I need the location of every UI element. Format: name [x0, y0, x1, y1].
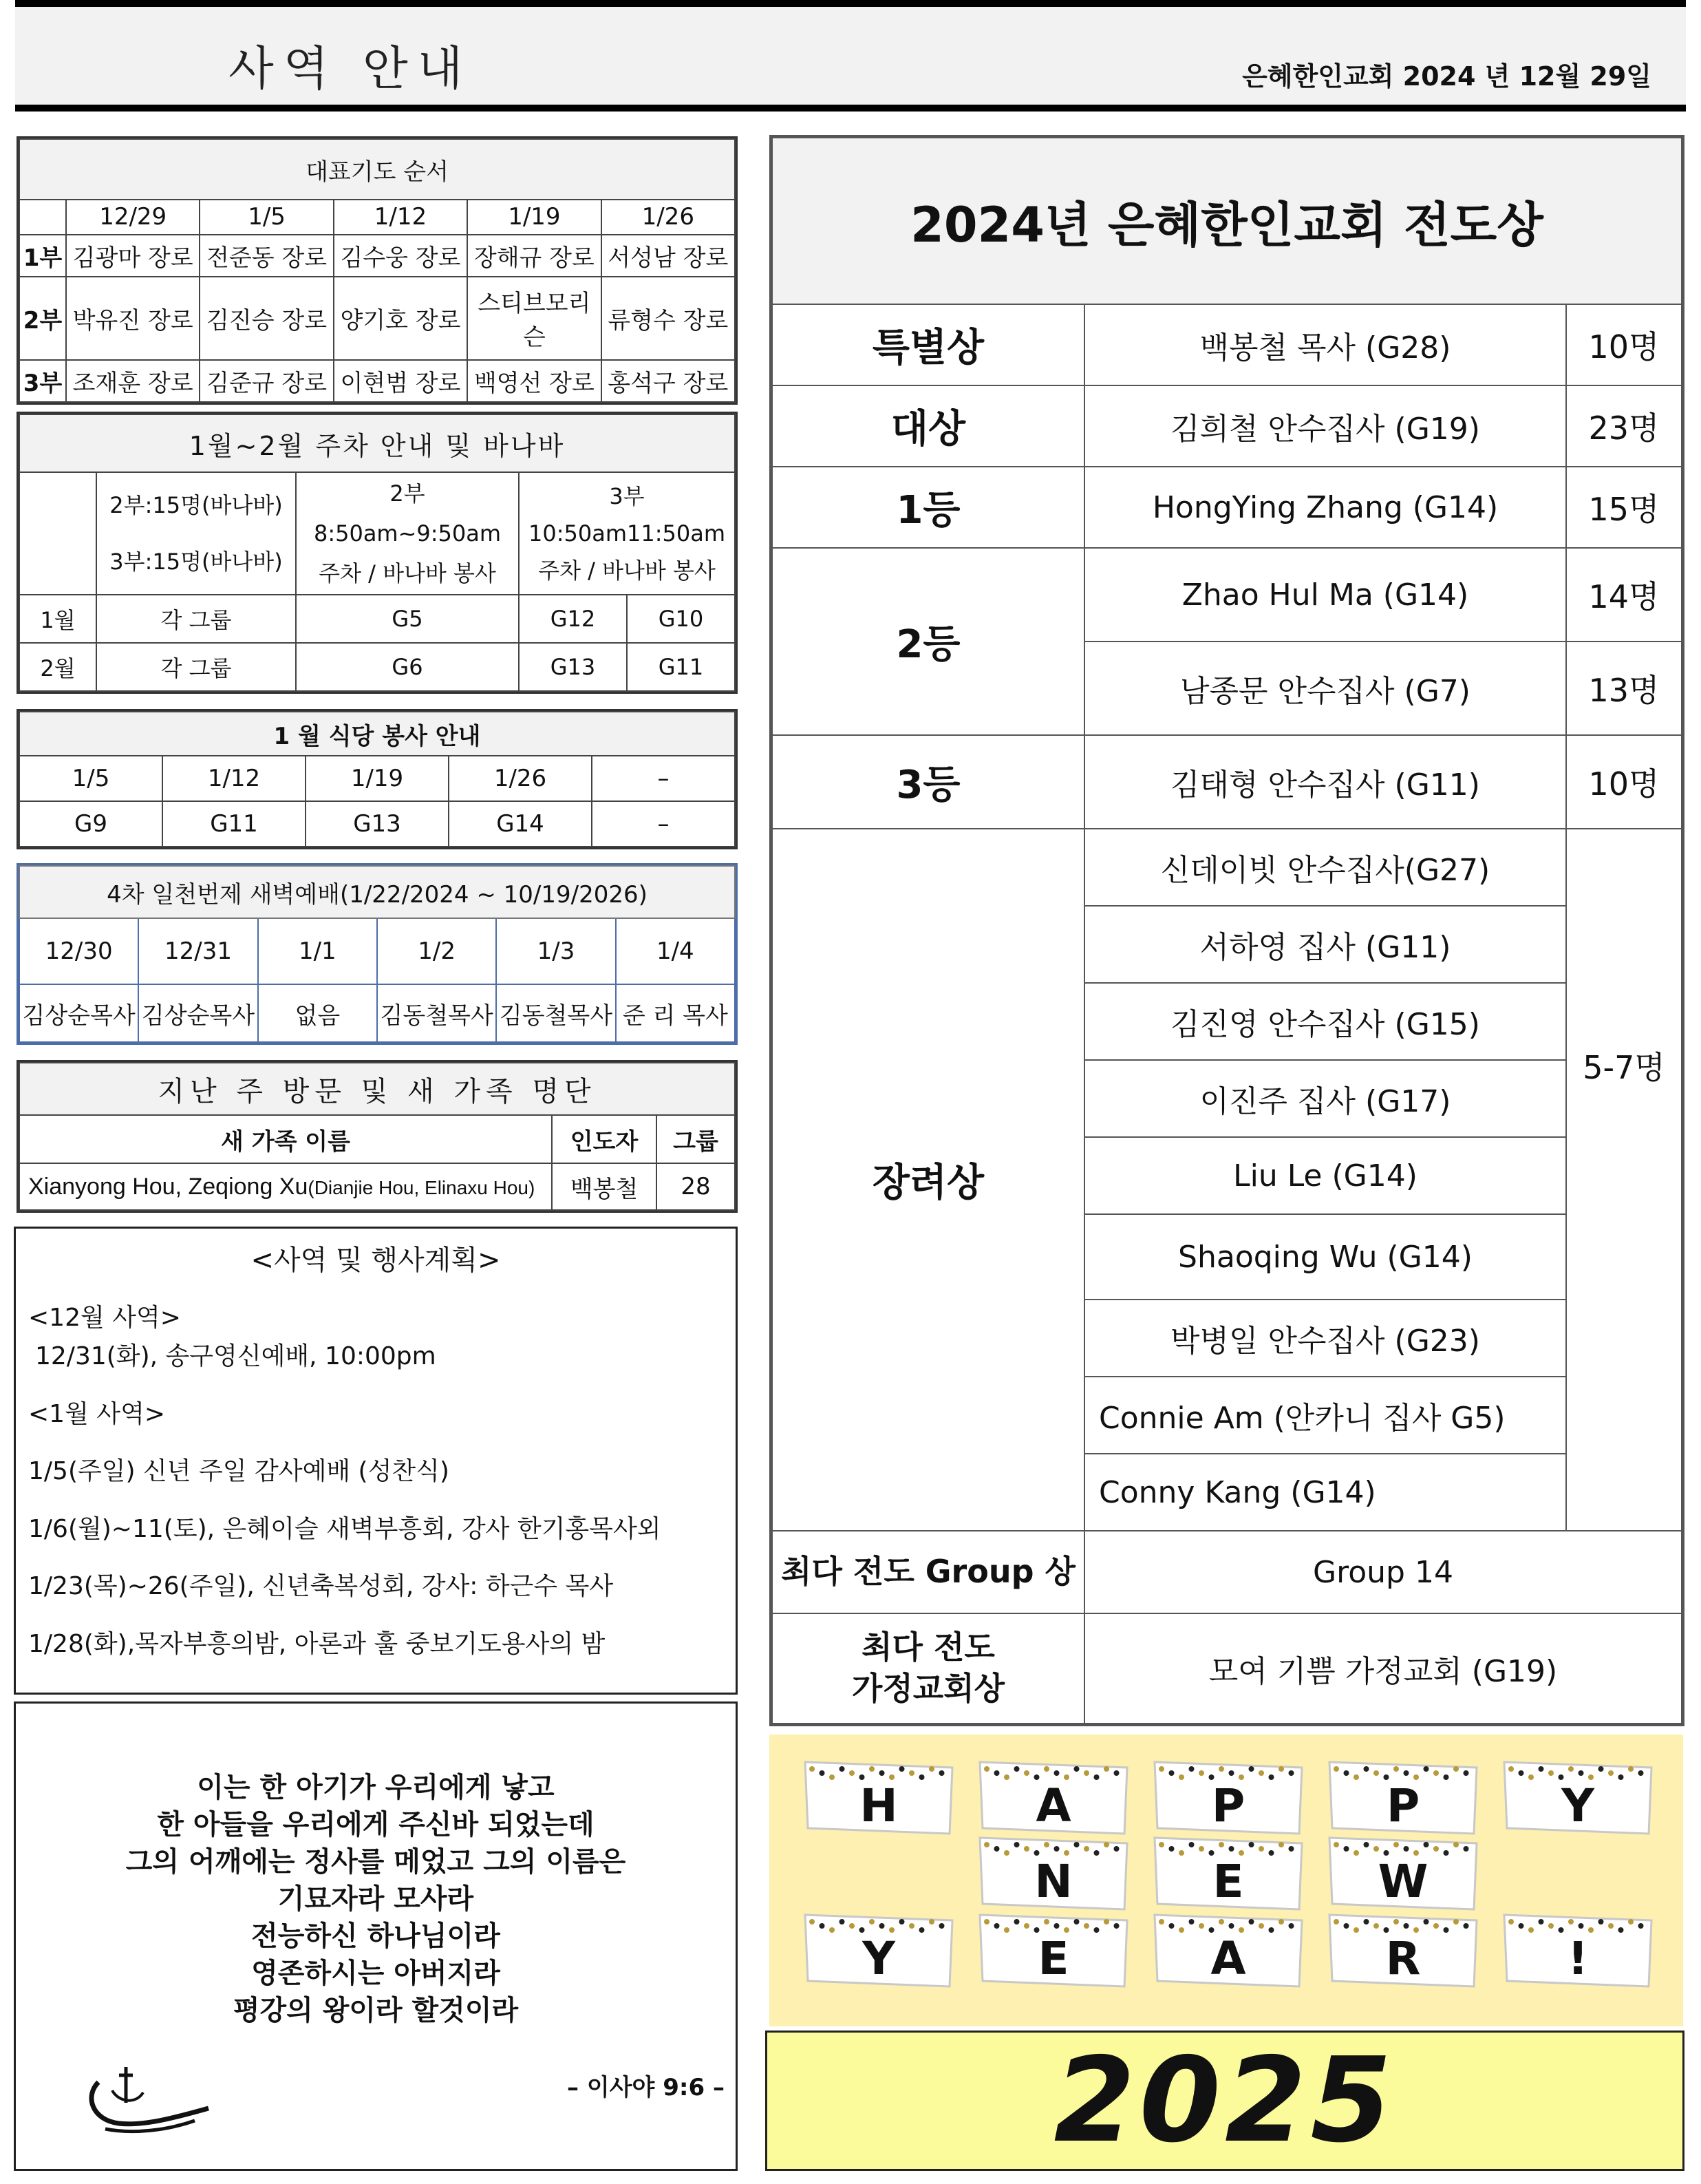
awards-title: 2024년 은혜한인교회 전도상 [772, 138, 1682, 304]
prayer-title: 대표기도 순서 [19, 139, 735, 200]
group-cell: G11 [627, 643, 735, 691]
award-category: 1등 [772, 467, 1084, 548]
december-title: <12월 사역> [28, 1304, 181, 1332]
new-family-name [19, 1163, 552, 1210]
award-category: 특별상 [772, 304, 1084, 385]
banner-letter: H [859, 1779, 898, 1832]
page-title: 사역 안내 [228, 42, 473, 96]
cafeteria-table [17, 709, 738, 849]
prayer-date: 12/29 [66, 200, 200, 235]
table-row [772, 304, 1682, 385]
banner-flag [1504, 1915, 1651, 1986]
table-row [19, 1163, 735, 1210]
header-rule [15, 105, 1686, 112]
dawn-title: 4차 일천번제 새벽예배(1/22/2024 ~ 10/19/2026) [19, 866, 735, 918]
banner-letter: P [1211, 1779, 1245, 1832]
award-winner: 이진주 집사 (G17) [1084, 1060, 1566, 1137]
award-winner: Zhao Hul Ma (G14) [1084, 548, 1566, 642]
table-row [19, 595, 735, 643]
banner-letter: A [1036, 1779, 1071, 1832]
cafe-date: 1/5 [19, 756, 162, 801]
empty-cell [19, 472, 96, 595]
category-line: 최다 전도 [862, 1629, 995, 1666]
col-guide: 인도자 [552, 1115, 656, 1163]
january-item: 1/6(월)~11(토), 은혜이슬 새벽부흥회, 강사 한기홍목사외 [28, 1514, 661, 1543]
category-line: 가정교회상 [851, 1670, 1005, 1707]
prayer-name: 조재훈 장로 [66, 360, 200, 402]
happy-new-year-banner [769, 1735, 1683, 2026]
banner-flag [980, 1762, 1127, 1834]
parking-table [17, 412, 738, 694]
prayer-name: 김수웅 장로 [334, 235, 467, 277]
prayer-name: 양기호 장로 [334, 277, 467, 359]
award-category [772, 1613, 1084, 1724]
verse-line: 영존하시는 아버지라 [251, 1958, 500, 1989]
quota-line: 3부:15명(바나바) [109, 549, 283, 575]
dawn-date: 1/4 [616, 918, 735, 984]
prayer-name: 김광마 장로 [66, 235, 200, 277]
prayer-name: 스티브모리슨 [467, 277, 601, 359]
award-winner: 박병일 안수집사 (G23) [1084, 1300, 1566, 1377]
prayer-name: 장해규 장로 [467, 235, 601, 277]
banner-letter: N [1034, 1855, 1073, 1908]
december-item: 12/31(화), 송구영신예배, 10:00pm [35, 1342, 436, 1370]
award-category: 최다 전도 Group 상 [772, 1531, 1084, 1613]
prayer-name: 백영선 장로 [467, 360, 601, 402]
award-winner: Connie Am (안카니 집사 G5) [1084, 1377, 1566, 1454]
group-cell: 각 그룹 [96, 643, 296, 691]
cafe-date: 1/19 [306, 756, 449, 801]
service-duty: 주차 / 바나바 봉사 [319, 560, 496, 586]
banner-letter: Y [1561, 1779, 1594, 1832]
january-item: 1/23(목)~26(주일), 신년축복성회, 강사: 하근수 목사 [28, 1572, 614, 1601]
cafe-group: G14 [449, 801, 592, 847]
banner-flag [1329, 1838, 1477, 1909]
prayer-name: 박유진 장로 [66, 277, 200, 359]
award-winner: 모여 기쁨 가정교회 (G19) [1084, 1613, 1682, 1724]
group-cell: G10 [627, 595, 735, 643]
family-extra: (Dianjie Hou, Elinaxu Hou) [308, 1176, 535, 1198]
dawn-date: 12/31 [138, 918, 257, 984]
table-row [19, 235, 735, 277]
parking-quota [96, 472, 296, 595]
award-winner: 서하영 집사 (G11) [1084, 906, 1566, 983]
banner-letter: R [1385, 1932, 1421, 1985]
award-category: 3등 [772, 735, 1084, 829]
award-winner: Conny Kang (G14) [1084, 1454, 1566, 1531]
banner-flag [805, 1762, 952, 1834]
scripture-box [14, 1701, 738, 2171]
table-row [772, 735, 1682, 829]
prayer-name: 홍석구 장로 [601, 360, 735, 402]
month-label: 1월 [19, 595, 96, 643]
verse-line: 기묘자라 모사라 [277, 1883, 474, 1915]
table-row [772, 1613, 1682, 1724]
cafe-date: 1/26 [449, 756, 592, 801]
dawn-date: 1/3 [496, 918, 615, 984]
verse-line: 평강의 왕이라 할것이라 [233, 1995, 519, 2026]
group-number: 28 [656, 1163, 735, 1210]
group-cell: 각 그룹 [96, 595, 296, 643]
dawn-leader: 없음 [258, 984, 377, 1042]
table-row [772, 829, 1682, 906]
church-date: 은혜한인교회 2024 년 12월 29일 [1242, 61, 1651, 92]
banner-letter: E [1038, 1932, 1069, 1985]
banner-letter: Y [862, 1932, 895, 1985]
month-label: 2월 [19, 643, 96, 691]
award-category: 2등 [772, 548, 1084, 735]
evangelism-awards-table [769, 135, 1684, 1726]
award-winner: 김태형 안수집사 (G11) [1084, 735, 1566, 829]
verse-line: 그의 어깨에는 정사를 메었고 그의 이름은 [125, 1846, 626, 1878]
banner-flag [1504, 1762, 1651, 1834]
prayer-date: 1/12 [334, 200, 467, 235]
banner-flag [1329, 1915, 1477, 1986]
service-line: 2부 [389, 480, 425, 507]
group-cell: G5 [296, 595, 519, 643]
award-category: 장려상 [772, 829, 1084, 1531]
prayer-name: 김준규 장로 [200, 360, 333, 402]
group-cell: G12 [519, 595, 627, 643]
service-line: 3부 [609, 483, 645, 509]
dawn-leader: 김상순목사 [19, 984, 138, 1042]
guide-name: 백봉철 [552, 1163, 656, 1210]
banner-flag [1329, 1762, 1477, 1834]
banner-letter: E [1212, 1855, 1244, 1908]
parking-title: 1월~2월 주차 안내 및 바나바 [19, 414, 735, 472]
award-count: 15명 [1566, 467, 1682, 548]
service-duty: 주차 / 바나바 봉사 [538, 558, 716, 584]
prayer-date: 1/5 [200, 200, 333, 235]
cafe-group: G13 [306, 801, 449, 847]
schedule-title: <사역 및 행사계획> [250, 1244, 501, 1276]
prayer-name: 전준동 장로 [200, 235, 333, 277]
parking-2nd-service [296, 472, 519, 595]
service-time: 8:50am~9:50am [313, 520, 502, 547]
january-item: 1/5(주일) 신년 주일 감사예배 (성찬식) [28, 1457, 449, 1486]
prayer-date: 1/26 [601, 200, 735, 235]
table-row [772, 548, 1682, 642]
church-logo-icon [78, 2055, 215, 2144]
cafe-group: G11 [162, 801, 306, 847]
award-count: 10명 [1566, 304, 1682, 385]
group-cell: G13 [519, 643, 627, 691]
award-winner: Group 14 [1084, 1531, 1682, 1613]
award-count: 14명 [1566, 548, 1682, 642]
banner-flag [1155, 1762, 1302, 1834]
award-winner: Liu Le (G14) [1084, 1137, 1566, 1214]
new-year-number: 2025 [1053, 2033, 1396, 2169]
dawn-date: 12/30 [19, 918, 138, 984]
cafe-group: – [592, 801, 735, 847]
prayer-name: 류형수 장로 [601, 277, 735, 359]
table-row [19, 360, 735, 402]
table-row [19, 643, 735, 691]
banner-letter: ! [1567, 1932, 1589, 1985]
ministry-schedule [14, 1227, 738, 1695]
quota-line: 2부:15명(바나바) [109, 492, 283, 518]
award-count: 23명 [1566, 385, 1682, 467]
parking-3rd-service [519, 472, 735, 595]
award-count: 10명 [1566, 735, 1682, 829]
banner-flag [980, 1915, 1127, 1986]
award-winner: HongYing Zhang (G14) [1084, 467, 1566, 548]
visitors-title: 지난 주 방문 및 새 가족 명단 [19, 1063, 735, 1115]
dawn-leader: 김동철목사 [377, 984, 496, 1042]
verse-line: 한 아들을 우리에게 주신바 되었는데 [157, 1809, 595, 1841]
service-label: 3부 [19, 360, 66, 402]
dawn-leader: 김상순목사 [138, 984, 257, 1042]
cafe-title: 1 월 식당 봉사 안내 [19, 712, 735, 756]
table-row [772, 1531, 1682, 1613]
award-count: 13명 [1566, 642, 1682, 735]
dawn-date: 1/1 [258, 918, 377, 984]
service-label: 2부 [19, 277, 66, 359]
banner-flag [805, 1915, 952, 1986]
visitors-table [17, 1060, 738, 1213]
top-rule [15, 0, 1686, 7]
cafe-date: 1/12 [162, 756, 306, 801]
header-band [15, 7, 1686, 105]
prayer-name: 서성남 장로 [601, 235, 735, 277]
col-group: 그룹 [656, 1115, 735, 1163]
banner-letter: P [1386, 1779, 1420, 1832]
banner-letter: W [1378, 1855, 1429, 1908]
table-row [19, 277, 735, 359]
group-cell: G6 [296, 643, 519, 691]
banner-letter: A [1210, 1932, 1246, 1985]
award-winner: Shaoqing Wu (G14) [1084, 1214, 1566, 1300]
award-winner: 김희철 안수집사 (G19) [1084, 385, 1566, 467]
empty-cell [19, 200, 66, 235]
family-main: Xianyong Hou, Zeqiong Xu [28, 1173, 308, 1200]
january-title: <1월 사역> [28, 1399, 166, 1428]
award-winner: 신데이빗 안수집사(G27) [1084, 829, 1566, 906]
january-item: 1/28(화),목자부흥의밤, 아론과 훌 중보기도용사의 밤 [28, 1629, 606, 1658]
year-box [765, 2031, 1684, 2171]
service-label: 1부 [19, 235, 66, 277]
award-winner: 남종문 안수집사 (G7) [1084, 642, 1566, 735]
table-row [772, 467, 1682, 548]
award-category: 대상 [772, 385, 1084, 467]
prayer-name: 이현범 장로 [334, 360, 467, 402]
banner-flag [1155, 1915, 1302, 1986]
dawn-date: 1/2 [377, 918, 496, 984]
banner-flag [1155, 1838, 1302, 1909]
prayer-order-table [17, 136, 738, 405]
verse-line: 전능하신 하나님이라 [251, 1920, 500, 1952]
scripture-text [16, 1769, 736, 2029]
cafe-group: G9 [19, 801, 162, 847]
award-winner: 김진영 안수집사 (G15) [1084, 983, 1566, 1060]
award-count: 5-7명 [1566, 829, 1682, 1531]
banner-flag [980, 1838, 1127, 1909]
col-new-family: 새 가족 이름 [19, 1115, 552, 1163]
service-time: 10:50am11:50am [528, 520, 725, 547]
table-row [772, 385, 1682, 467]
dawn-leader: 준 리 목사 [616, 984, 735, 1042]
banner-flags [769, 1735, 1683, 2026]
dawn-worship-table [17, 863, 738, 1045]
cafe-date: – [592, 756, 735, 801]
scripture-reference: – 이사야 9:6 – [567, 2074, 725, 2101]
prayer-date: 1/19 [467, 200, 601, 235]
prayer-name: 김진승 장로 [200, 277, 333, 359]
verse-line: 이는 한 아기가 우리에게 낳고 [197, 1772, 555, 1803]
dawn-leader: 김동철목사 [496, 984, 615, 1042]
award-winner: 백봉철 목사 (G28) [1084, 304, 1566, 385]
